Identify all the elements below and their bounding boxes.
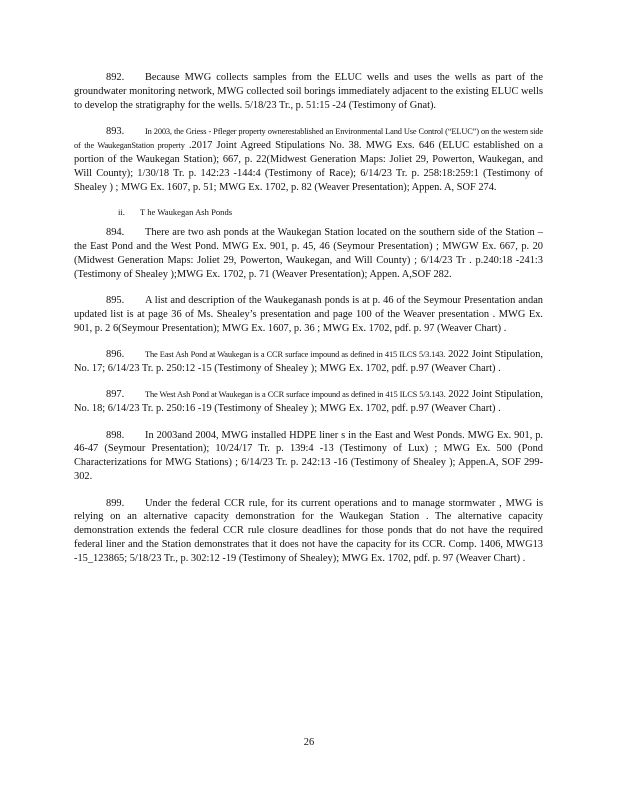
paragraph-text: In 2003and 2004, MWG installed HDPE liner s in the East and West Ponds. MWG Ex. 901, p. 46-47 (Seymour Presentation); 10/24/17 Tr. p. 139:4 -13 (Testimony of Lux) ; MWG Ex. 500 (Pond Characterizations for MWG Stations) ; 6/14/23 Tr. p. 242:13 -16 (Testimony of Shealey ); Appen.A, SOF 299-302. [74, 429, 543, 483]
paragraph-small-text: In 2003, the Griess - Pfleger property ownerestablished an Environmental Land Use Control (“ELUC”) on the western side of the WaukeganStation property [74, 127, 543, 151]
paragraph-number: 895. [106, 295, 125, 307]
page-number: 26 [303, 737, 315, 748]
paragraph-898 [74, 429, 543, 485]
paragraph-text: .2017 Joint Agreed Stipulations No. 38. MWG Exs. 646 (ELUC established on a portion of the Waukegan Station); 667, p. 22(Midwest Generation Maps: Joliet 29, Powerton, Waukegan, and Will County); 1/30/18 Tr. p. 142:23 -144:4 (Testimony of Race); 6/14/23 Tr. p. 258:18:259:1 (Testimony of Shealey ) ; MWG Ex. 1607, p. 51; MWG Ex. 1702, p. 82 (Weaver Presentation); Appen. A, SOF 274. [74, 140, 543, 193]
paragraph-number: 896. [106, 349, 125, 361]
paragraph-number: 898. [106, 429, 125, 441]
paragraph-small-text: The East Ash Pond at Waukegan is a CCR surface impound as defined in 415 ILCS 5/3.143. [145, 350, 446, 360]
paragraph-number: 892. [106, 72, 125, 83]
paragraph-number: 893. [106, 126, 125, 138]
paragraph-text: 2022 Joint Stipulation, No. 18; 6/14/23 Tr. p. 250:16 -19 (Testimony of Shealey ); MWG Ex. 1702, pdf. p.97 (Weaver Chart) . [74, 389, 543, 415]
section-title: T he Waukegan Ash Ponds [140, 207, 233, 218]
document-body [74, 71, 543, 579]
paragraph-text: Because MWG collects samples from the ELUC wells and uses the wells as part of the groundwater monitoring network, MWG collected soil borings immediately adjacent to the existing ELUC wells to develop the stratigraphy for the wells. 5/18/23 Tr., p. 51:15 -24 (Testimony of Gnat). [74, 72, 543, 111]
paragraph-897 [74, 388, 543, 416]
paragraph-text: Under the federal CCR rule, for its current operations and to manage stormwater , MWG is relying on an alternative capacity demonstration for the Waukegan Station . The alternative capacity demonstration extends the federal CCR rule closure deadlines for those ponds that do not have the required federal liner and the Station demonstrates that it does not have the capacity for its CCR. Comp. 1406, MWG13 -15_123865; 5/18/23 Tr., p. 302:12 -19 (Testimony of Shealey); MWG Ex. 1702, pdf. p. 97 (Weaver Chart) . [74, 497, 543, 565]
paragraph-number: 894. [106, 227, 125, 239]
paragraph-small-text: The West Ash Pond at Waukegan is a CCR surface impound as defined in 415 ILCS 5/3.143. [145, 390, 446, 400]
paragraph-893 [74, 125, 543, 195]
section-heading [74, 207, 543, 217]
paragraph-892 [74, 71, 543, 113]
paragraph-number: 897. [106, 389, 125, 401]
paragraph-text: 2022 Joint Stipulation, No. 17; 6/14/23 Tr. p. 250:12 -15 (Testimony of Shealey ); MWG Ex. 1702, pdf. p.97 (Weaver Chart) . [74, 349, 543, 375]
paragraph-896 [74, 348, 543, 376]
paragraph-text: A list and description of the Waukeganash ponds is at p. 46 of the Seymour Presentation andan updated list is at page 36 of Ms. Shealey’s presentation and page 100 of the Weaver presentation . MWG Ex. 901, p. 2 6(Seymour Presentation); MWG Ex. 1607, p. 36 ; MWG Ex. 1702, pdf. p. 97 (Weaver Chart) . [74, 295, 543, 334]
paragraph-895 [74, 294, 543, 336]
paragraph-899 [74, 497, 543, 567]
paragraph-894 [74, 226, 543, 282]
paragraph-text: There are two ash ponds at the Waukegan Station located on the southern side of the Station – the East Pond and the West Pond. MWG Ex. 901, p. 45, 46 (Seymour Presentation) ; MWGW Ex. 667, p. 20 (Midwest Generation Maps: Joliet 29, Powerton, Waukegan, and Will County) ; 6/14/23 Tr . p.240:18 -241:3 (Testimony of Shealey );MWG Ex. 1702, p. 71 (Weaver Presentation); Appen. A,SOF 282. [74, 227, 543, 280]
paragraph-number: 899. [106, 497, 125, 509]
section-roman-numeral: ii. [118, 207, 125, 218]
